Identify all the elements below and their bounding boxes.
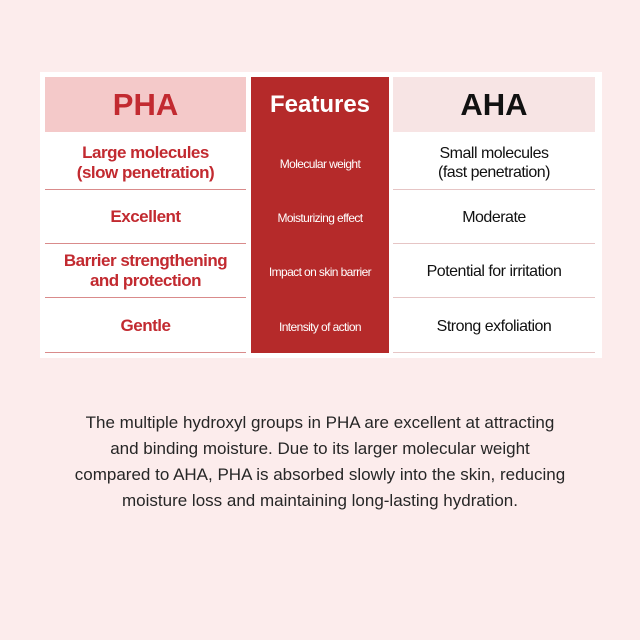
aha-header: AHA	[393, 77, 595, 132]
aha-cell-barrier	[393, 245, 595, 298]
description-line: moisture loss and maintaining long-lasting hydration.	[122, 491, 518, 510]
description-line: compared to AHA, PHA is absorbed slowly into the skin, reducing	[74, 465, 566, 484]
description-text	[30, 410, 610, 514]
pha-header: PHA	[45, 77, 246, 132]
aha-cell-line: Moderate	[462, 208, 526, 226]
aha-cell-line: Strong exfoliation	[436, 317, 552, 335]
aha-cell-line: Potential for irritation	[426, 262, 562, 280]
aha-cell-intensity	[393, 300, 595, 353]
pha-cell-line: Barrier strengthening	[63, 251, 228, 270]
feature-cell-barrier: Impact on skin barrier	[268, 264, 372, 279]
feature-cell-moisturizing: Moisturizing effect	[277, 210, 363, 225]
pha-cell-line: and protection	[89, 271, 202, 290]
description-line: and binding moisture. Due to its larger molecular weight	[110, 439, 530, 458]
pha-cell-molecular-weight	[45, 137, 246, 190]
comparison-table	[40, 72, 602, 358]
feature-cell-molecular-weight: Molecular weight	[279, 156, 361, 171]
features-column	[251, 77, 389, 353]
pha-cell-line: (slow penetration)	[76, 163, 215, 182]
pha-cell-line: Gentle	[120, 316, 171, 335]
pha-cell-moisturizing	[45, 191, 246, 244]
pha-cell-barrier	[45, 245, 246, 298]
aha-cell-line: Small molecules	[439, 145, 549, 162]
aha-column	[393, 77, 595, 353]
pha-column	[45, 77, 246, 353]
pha-cell-line: Excellent	[110, 207, 181, 226]
aha-cell-line: (fast penetration)	[438, 164, 550, 181]
description-line: The multiple hydroxyl groups in PHA are excellent at attracting	[85, 413, 555, 432]
aha-cell-molecular-weight	[393, 137, 595, 190]
aha-cell-moisturizing	[393, 191, 595, 244]
features-header: Features	[269, 90, 371, 118]
feature-cell-intensity: Intensity of action	[279, 319, 361, 334]
pha-cell-line: Large molecules	[82, 143, 209, 162]
pha-cell-intensity	[45, 300, 246, 353]
